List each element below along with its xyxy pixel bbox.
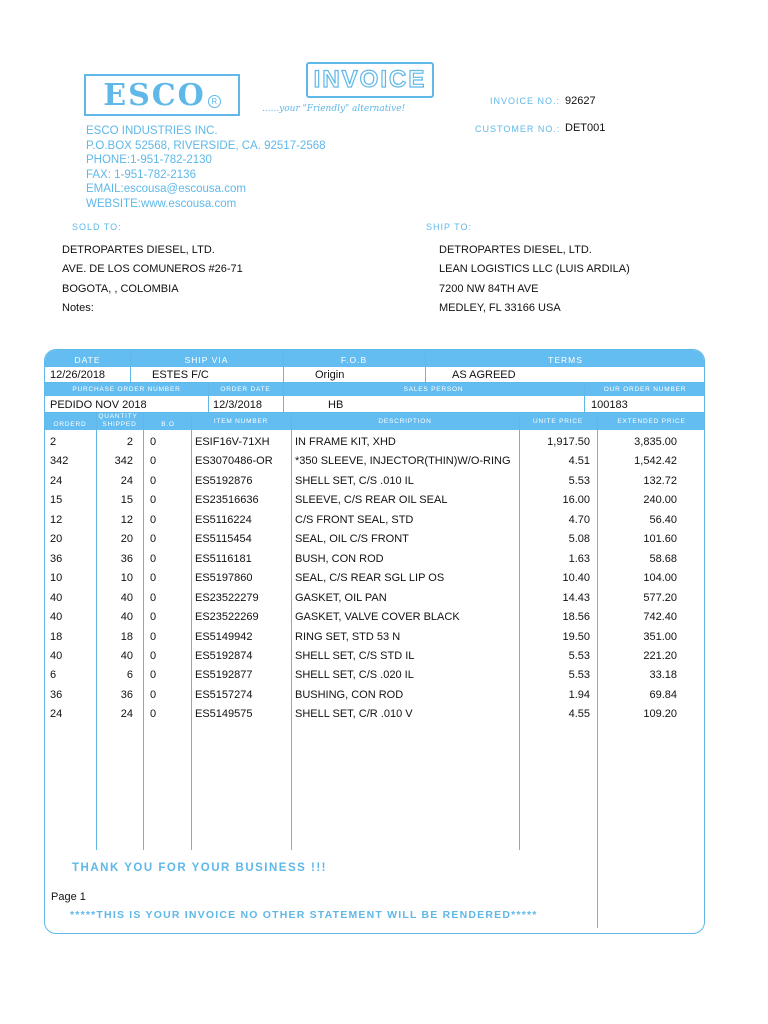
col-header-po: PURCHASE ORDER NUMBER [72, 386, 181, 393]
cell-ext: 58.68 [649, 552, 677, 565]
po-value: PEDIDO NOV 2018 [50, 399, 147, 411]
table-row [45, 669, 705, 689]
cell-desc: BUSH, CON ROD [295, 552, 384, 565]
table-row [45, 436, 705, 456]
cell-item: ESIF16V-71XH [195, 436, 270, 448]
cell-bo: 0 [150, 455, 157, 468]
our-order-value: 100183 [591, 399, 628, 411]
cell-bo: 0 [150, 611, 157, 624]
cell-item: ES23522269 [195, 611, 259, 624]
cell-price: 1,917.50 [547, 436, 590, 448]
cell-ext: 101.60 [643, 533, 677, 546]
cell-ext: 33.18 [649, 669, 677, 682]
cell-ext: 104.00 [643, 572, 677, 585]
cell-ext: 351.00 [643, 630, 677, 643]
cell-desc: C/S FRONT SEAL, STD [295, 513, 414, 526]
cell-ordered: 2 [50, 436, 57, 448]
cell-bo: 0 [150, 591, 157, 604]
document-title: INVOICE [313, 66, 427, 93]
cell-desc: SEAL, OIL C/S FRONT [295, 533, 409, 546]
cell-ext: 240.00 [643, 494, 677, 507]
cell-price: 19.50 [562, 630, 590, 643]
cell-item: ES23516636 [195, 494, 259, 507]
cell-price: 14.43 [562, 591, 590, 604]
company-email: EMAIL:escousa@escousa.com [86, 183, 246, 195]
cell-ext: 221.20 [643, 649, 677, 662]
cell-ordered: 24 [50, 474, 63, 487]
cell-ext: 69.84 [649, 688, 677, 701]
company-logo [84, 74, 240, 116]
invoice-title-box [306, 62, 434, 98]
ship-to-address [439, 241, 630, 318]
cell-ordered: 10 [50, 572, 63, 585]
col-header-ship-via: SHIP VIA [184, 355, 229, 365]
sold-to-line: BOGOTA, , COLOMBIA [62, 282, 179, 295]
invoice-footer-note: *****THIS IS YOUR INVOICE NO OTHER STATEMENT WILL BE RENDERED***** [70, 909, 538, 921]
cell-desc: SLEEVE, C/S REAR OIL SEAL [295, 494, 448, 507]
cell-desc: SHELL SET, C/S STD IL [295, 649, 415, 662]
cell-ordered: 40 [50, 611, 63, 624]
col-header-fob: F.O.B [340, 355, 368, 365]
ship-to-line: DETROPARTES DIESEL, LTD. [439, 244, 592, 256]
cell-bo: 0 [150, 708, 157, 721]
fob-value: Origin [315, 369, 345, 381]
table-row [45, 689, 705, 709]
cell-item: ES5116224 [195, 513, 252, 526]
terms-value: AS AGREED [452, 369, 516, 381]
cell-shipped: 6 [126, 669, 133, 682]
col-header-shipped: SHIPPED [102, 421, 137, 428]
cell-item: ES5115454 [195, 533, 252, 546]
cell-price: 4.70 [568, 513, 590, 526]
ship-via-value: ESTES F/C [152, 369, 209, 381]
table-row [45, 455, 705, 475]
cell-ext: 742.40 [643, 611, 677, 624]
table-row [45, 592, 705, 612]
cell-price: 5.53 [568, 474, 590, 487]
cell-price: 16.00 [562, 494, 590, 507]
cell-desc: *350 SLEEVE, INJECTOR(THIN)W/O-RING [295, 455, 511, 468]
cell-desc: RING SET, STD 53 N [295, 630, 401, 643]
cell-desc: GASKET, VALVE COVER BLACK [295, 611, 460, 624]
cell-ordered: 15 [50, 494, 63, 507]
col-header-our-order: OUR ORDER NUMBER [603, 386, 687, 393]
cell-price: 10.40 [562, 572, 590, 585]
cell-shipped: 40 [120, 591, 133, 604]
cell-desc: IN FRAME KIT, XHD [295, 436, 396, 448]
ship-to-line: LEAN LOGISTICS LLC (LUIS ARDILA) [439, 263, 630, 276]
cell-item: ES5192876 [195, 474, 253, 487]
cell-bo: 0 [150, 649, 157, 662]
cell-shipped: 24 [120, 474, 133, 487]
page-number: Page 1 [51, 891, 86, 903]
cell-item: ES5149942 [195, 630, 253, 643]
cell-ordered: 36 [50, 552, 63, 565]
ship-to-line: 7200 NW 84TH AVE [439, 282, 539, 295]
cell-desc: SHELL SET, C/S .010 IL [295, 474, 414, 487]
column-divider [283, 350, 284, 413]
table-row [45, 533, 705, 553]
table-row [45, 708, 705, 728]
cell-ordered: 40 [50, 591, 63, 604]
cell-ext: 109.20 [643, 708, 677, 721]
col-header-terms: TERMS [548, 355, 583, 365]
cell-shipped: 40 [120, 649, 133, 662]
cell-shipped: 24 [120, 708, 133, 721]
cell-shipped: 12 [120, 513, 133, 526]
invoice-no-value: 92627 [565, 95, 596, 107]
table-row [45, 494, 705, 514]
cell-ext: 1,542.42 [634, 455, 677, 468]
sold-to-address [62, 241, 243, 318]
cell-price: 18.56 [562, 611, 590, 624]
column-divider [130, 350, 131, 383]
cell-bo: 0 [150, 688, 157, 701]
cell-price: 5.08 [568, 533, 590, 546]
table-row [45, 514, 705, 534]
cell-item: ES3070486-OR [195, 455, 273, 468]
customer-no-label: CUSTOMER NO.: [475, 124, 561, 134]
table-row [45, 650, 705, 670]
cell-bo: 0 [150, 474, 157, 487]
cell-ordered: 12 [50, 513, 63, 526]
cell-bo: 0 [150, 436, 157, 448]
cell-shipped: 18 [120, 630, 133, 643]
col-header-extended-price: EXTENDED PRICE [617, 418, 686, 425]
cell-shipped: 36 [120, 552, 133, 565]
cell-desc: BUSHING, CON ROD [295, 688, 404, 701]
table-row [45, 553, 705, 573]
sold-to-label: SOLD TO: [72, 222, 122, 232]
cell-price: 5.53 [568, 649, 590, 662]
company-website: WEBSITE:www.escousa.com [86, 197, 237, 210]
cell-ordered: 20 [50, 533, 63, 546]
col-header-quantity: QUANTITY [98, 413, 138, 420]
cell-shipped: 10 [120, 572, 133, 585]
company-phone: PHONE:1-951-782-2130 [86, 154, 212, 166]
cell-bo: 0 [150, 552, 157, 565]
cell-shipped: 20 [120, 533, 133, 546]
cell-bo: 0 [150, 533, 157, 546]
row-divider [45, 382, 704, 383]
cell-item: ES5116181 [195, 552, 252, 565]
cell-price: 4.55 [568, 708, 590, 721]
cell-item: ES5157274 [195, 688, 253, 701]
notes-label: Notes: [62, 301, 94, 314]
col-header-order-date: ORDER DATE [220, 386, 271, 393]
invoice-table [44, 349, 705, 934]
date-value: 12/26/2018 [50, 369, 106, 381]
ship-to-label: SHIP TO: [426, 222, 473, 232]
column-divider [208, 383, 209, 413]
cell-ordered: 6 [50, 669, 57, 682]
sold-to-line: DETROPARTES DIESEL, LTD. [62, 244, 215, 256]
company-address-block [86, 124, 326, 211]
cell-price: 1.63 [568, 552, 590, 565]
cell-ext: 3,835.00 [634, 436, 677, 448]
cell-bo: 0 [150, 513, 157, 526]
cell-shipped: 15 [120, 494, 133, 507]
cell-ordered: 24 [50, 708, 63, 721]
table-row [45, 572, 705, 592]
company-pobox: P.O.BOX 52568, RIVERSIDE, CA. 92517-2568 [86, 139, 326, 152]
cell-ext: 132.72 [643, 474, 677, 487]
col-header-date: DATE [74, 355, 101, 365]
cell-ext: 577.20 [643, 591, 677, 604]
cell-item: ES5192877 [195, 669, 253, 682]
cell-bo: 0 [150, 572, 157, 585]
cell-price: 1.94 [568, 688, 590, 701]
cell-ordered: 40 [50, 649, 63, 662]
cell-shipped: 36 [120, 688, 133, 701]
registered-mark-icon: R [208, 95, 221, 108]
column-divider [584, 383, 585, 413]
table-row [45, 611, 705, 631]
sold-to-line: AVE. DE LOS COMUNEROS #26-71 [62, 263, 243, 276]
column-divider [425, 350, 426, 383]
logo-text: ESCO [103, 77, 206, 113]
cell-ext: 56.40 [649, 513, 677, 526]
cell-desc: SHELL SET, C/R .010 V [295, 708, 413, 721]
tagline: ......your "Friendly" alternative! [262, 104, 406, 114]
col-header-sales-person: SALES PERSON [403, 386, 464, 393]
company-fax: FAX: 1-951-782-2136 [86, 168, 196, 181]
invoice-no-label: INVOICE NO.: [490, 96, 561, 106]
cell-price: 5.53 [568, 669, 590, 682]
company-name: ESCO INDUSTRIES INC. [86, 125, 218, 137]
cell-desc: SHELL SET, C/S .020 IL [295, 669, 414, 682]
sales-person-value: HB [328, 399, 344, 411]
col-header-bo: B.O [161, 421, 175, 428]
cell-ordered: 36 [50, 688, 63, 701]
cell-item: ES5197860 [195, 572, 253, 585]
cell-shipped: 40 [120, 611, 133, 624]
ship-to-line: MEDLEY, FL 33166 USA [439, 301, 561, 314]
cell-ordered: 18 [50, 630, 63, 643]
table-row [45, 631, 705, 651]
cell-bo: 0 [150, 494, 157, 507]
col-header-unit-price: UNITE PRICE [533, 418, 583, 425]
cell-desc: GASKET, OIL PAN [295, 591, 387, 604]
cell-shipped: 2 [126, 436, 133, 448]
cell-item: ES23522279 [195, 591, 259, 604]
cell-desc: SEAL, C/S REAR SGL LIP OS [295, 572, 445, 585]
cell-item: ES5192874 [195, 649, 253, 662]
table-row [45, 475, 705, 495]
col-header-ordered: ORDERD [53, 421, 87, 428]
cell-price: 4.51 [568, 455, 590, 468]
order-date-value: 12/3/2018 [213, 399, 262, 411]
cell-shipped: 342 [114, 455, 133, 468]
cell-ordered: 342 [50, 455, 69, 468]
col-header-description: DESCRIPTION [378, 418, 432, 425]
customer-no-value: DET001 [565, 122, 606, 134]
cell-item: ES5149575 [195, 708, 253, 721]
col-header-item-number: ITEM NUMBER [213, 418, 269, 425]
thank-you-message: THANK YOU FOR YOUR BUSINESS !!! [72, 862, 328, 874]
cell-bo: 0 [150, 630, 157, 643]
cell-bo: 0 [150, 669, 157, 682]
